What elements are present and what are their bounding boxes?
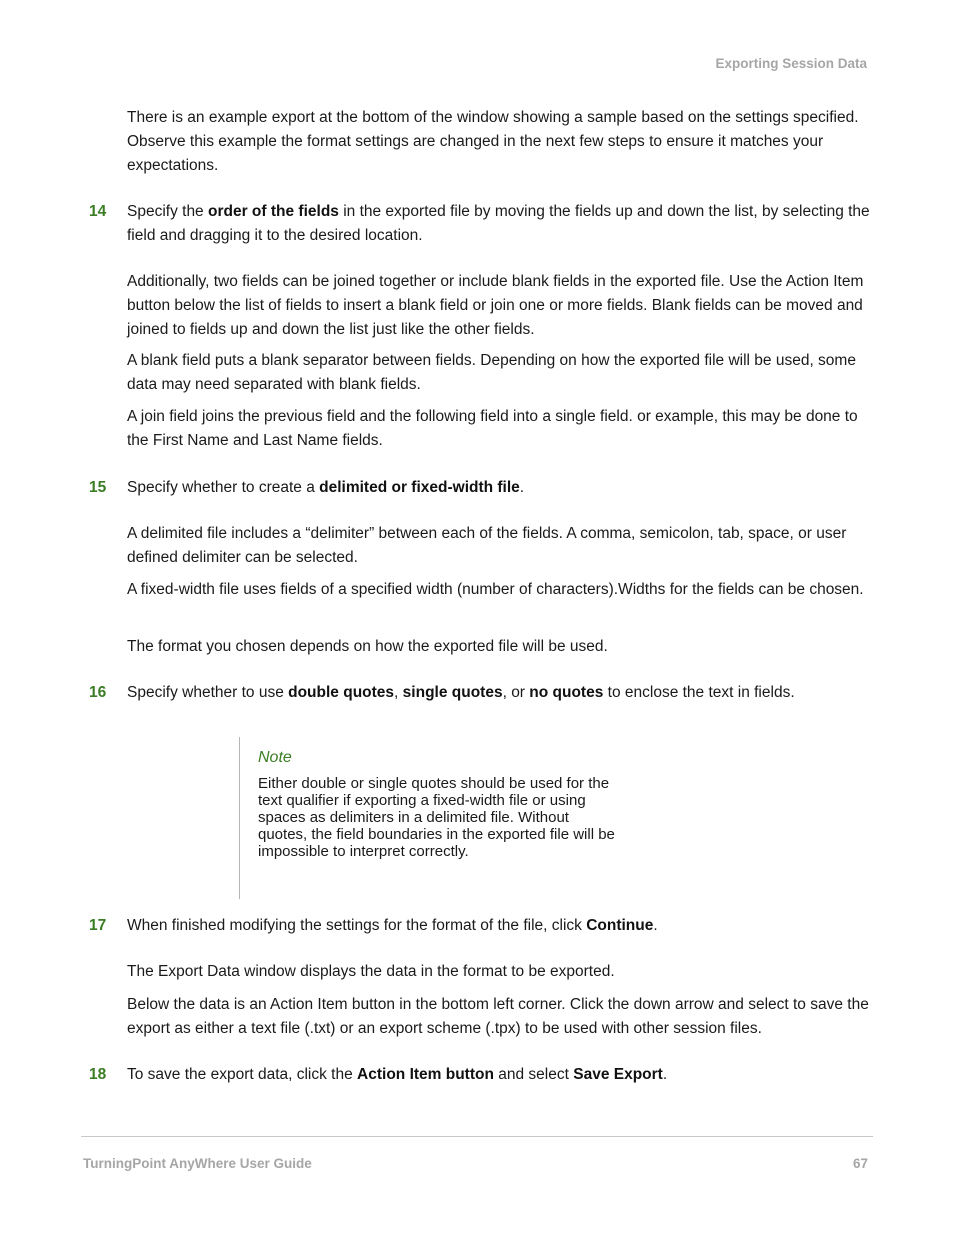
step-text: Specify the — [127, 203, 208, 220]
step-number: 18 — [89, 1066, 107, 1083]
step-emphasis: no quotes — [529, 684, 604, 701]
step-text: in the exported file by moving the fields up and down the list, by selecting the field and dragging it to the desired location. — [127, 203, 870, 244]
step-17-paragraph-1: The Export Data window displays the data in the format to be exported. — [127, 963, 615, 980]
step-emphasis: Action Item button — [357, 1066, 494, 1083]
step-18 — [89, 1063, 872, 1087]
step-text: Specify whether to use — [127, 684, 289, 701]
step-17-paragraph-2: Below the data is an Action Item button in the bottom left corner. Click the down arrow and select to save the export as either a text file (.txt) or an export scheme (.tpx) to be used with other session files. — [127, 996, 869, 1037]
step-14-paragraph-2: A blank field puts a blank separator between fields. Depending on how the exported file will be used, some data may need separated with blank fields. — [127, 352, 856, 393]
running-header: Exporting Session Data — [715, 56, 867, 71]
step-16 — [89, 681, 872, 705]
step-text: . — [653, 917, 658, 934]
note-title: Note — [258, 749, 292, 766]
step-emphasis: order of the fields — [208, 203, 339, 220]
step-text: . — [519, 479, 525, 496]
step-text: and select — [493, 1066, 574, 1083]
step-emphasis: Continue — [586, 917, 654, 934]
step-emphasis: Save Export — [573, 1066, 663, 1083]
step-number: 16 — [89, 684, 107, 701]
step-emphasis: single quotes — [402, 684, 503, 701]
step-number: 14 — [89, 203, 107, 220]
step-14 — [89, 200, 872, 248]
step-number: 15 — [89, 479, 107, 496]
step-text: . — [662, 1066, 668, 1083]
note-callout — [239, 737, 619, 899]
footer-divider — [81, 1136, 873, 1137]
step-17 — [89, 914, 872, 938]
intro-paragraph: There is an example export at the bottom of the window showing a sample based on the settings specified. Observe this example the format settings are changed in the next few steps to ensure it matches your expectations. — [127, 109, 859, 174]
step-14-paragraph-3: A join field joins the previous field and the following field into a single field. or example, this may be done to the First Name and Last Name fields. — [127, 408, 858, 449]
page-number: 67 — [852, 1156, 868, 1171]
step-text: , — [394, 684, 403, 701]
step-15-paragraph-3: The format you chosen depends on how the exported file will be used. — [127, 638, 608, 655]
step-14-paragraph-1: Additionally, two fields can be joined together or include blank fields in the exported file. Use the Action Item button below the list of fields to insert a blank field or join one or more fields. Blank fields can be moved and joined to fields up and down the list just like the other fields. — [127, 273, 864, 338]
step-emphasis: delimited or fixed-width file — [319, 479, 520, 496]
step-text: To save the export data, click the — [127, 1066, 358, 1083]
step-text: to enclose the text in fields. — [603, 684, 795, 701]
step-15-paragraph-1: A delimited file includes a “delimiter” between each of the fields. A comma, semicolon, tab, space, or user defined delimiter can be selected. — [127, 525, 847, 566]
step-15 — [89, 476, 872, 500]
step-text: , or — [502, 684, 530, 701]
step-text: When finished modifying the settings for the format of the file, click — [127, 917, 587, 934]
note-body: Either double or single quotes should be used for the text qualifier if exporting a fixed-width file or using spaces as delimiters in a delimited file. Without quotes, the field boundaries in the exported file will be impossible to interpret correctly. — [258, 775, 615, 860]
step-emphasis: double quotes — [288, 684, 395, 701]
step-15-paragraph-2: A fixed-width file uses fields of a specified width (number of characters).Widths for the fields can be chosen. — [127, 581, 864, 598]
footer-guide-title: TurningPoint AnyWhere User Guide — [83, 1156, 312, 1171]
step-number: 17 — [89, 917, 107, 934]
step-text: Specify whether to create a — [127, 479, 320, 496]
